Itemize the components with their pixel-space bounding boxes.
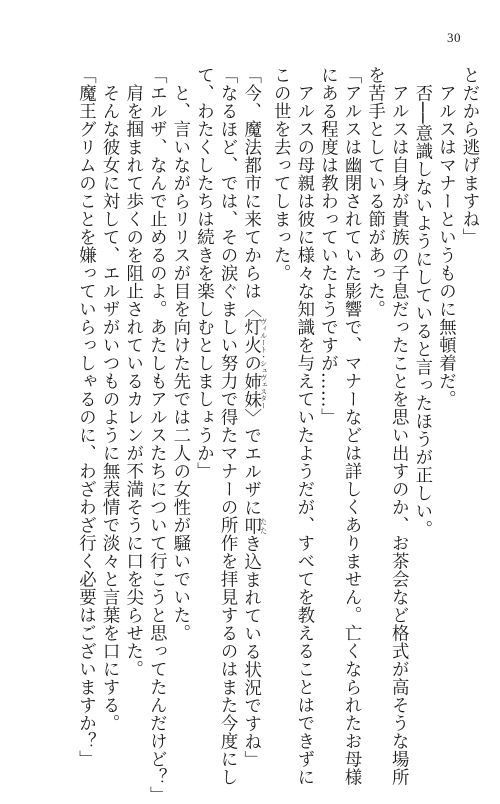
ruby-reading: ヴィルート・シュヴェスター xyxy=(259,317,268,409)
text-line: とだから逃げますね」 xyxy=(459,66,479,246)
text-line: と、言いながらリリスが目を向けた先では二人の女性が騒いでいた。 xyxy=(169,66,190,642)
text-line: アルスは自身が貴族の子息だったことを思い出すのか、お茶会など格式が高そうな場所 xyxy=(388,66,409,786)
text-line: て、わたくしたちは続きを楽しむとしましょうか」 xyxy=(193,66,214,480)
text-line: そんな彼女に対して、エルザがいつものように無表情で淡々と言葉を口にする。 xyxy=(99,66,120,732)
text-line: を苦手としている節があった。 xyxy=(364,66,385,318)
text-line: 「アルスは幽閉されていた影響で、マナーなどは詳しくありません。亡くなられたお母様 xyxy=(341,66,362,786)
text-line: アルスはマナーというものに無頓着だ。 xyxy=(435,66,456,408)
text-line: 「エルザ、なんで止めるのよ。あたしもアルスたちについて行こうと思ってたんだけど？」 xyxy=(146,66,167,804)
text-line: 肩を掴まれて歩くのを阻止されているカレンが不満そうに口を尖らせた。 xyxy=(122,66,143,678)
text-line: この世を去ってしまった。 xyxy=(270,66,291,282)
text-line: 「魔王グリムのことを嫌っていらっしゃるのに、わざわざ行く必要はございますか？」 xyxy=(75,66,96,768)
text-line: 否──意識しないようにしていると言ったほうが正しい。 xyxy=(411,66,432,539)
page-number: 30 xyxy=(447,30,461,45)
text-line: 「なるほど、では、その涙ぐましい努力で得たマナーの所作を拝見するのはまた今度にし xyxy=(217,66,238,786)
text-line: アルスの母親は彼に様々な知識を与えていたようだが、すべてを教えることはできずに xyxy=(293,66,314,786)
ruby-reading: たた xyxy=(259,516,268,535)
ruby-annotation: 灯火の姉妹 ヴィルート・シュヴェスター xyxy=(240,317,268,409)
body-text xyxy=(20,66,480,804)
text-line: にある程度は教わっていたようですが……」 xyxy=(317,66,338,426)
text-line-ruby: 「今、魔法都市に来てからは〈灯火の姉妹 ヴィルート・シュヴェスター〉でエルザに叩 たたき込まれている状況ですね」 xyxy=(240,66,268,769)
ruby-annotation: 叩 たた xyxy=(240,516,268,535)
